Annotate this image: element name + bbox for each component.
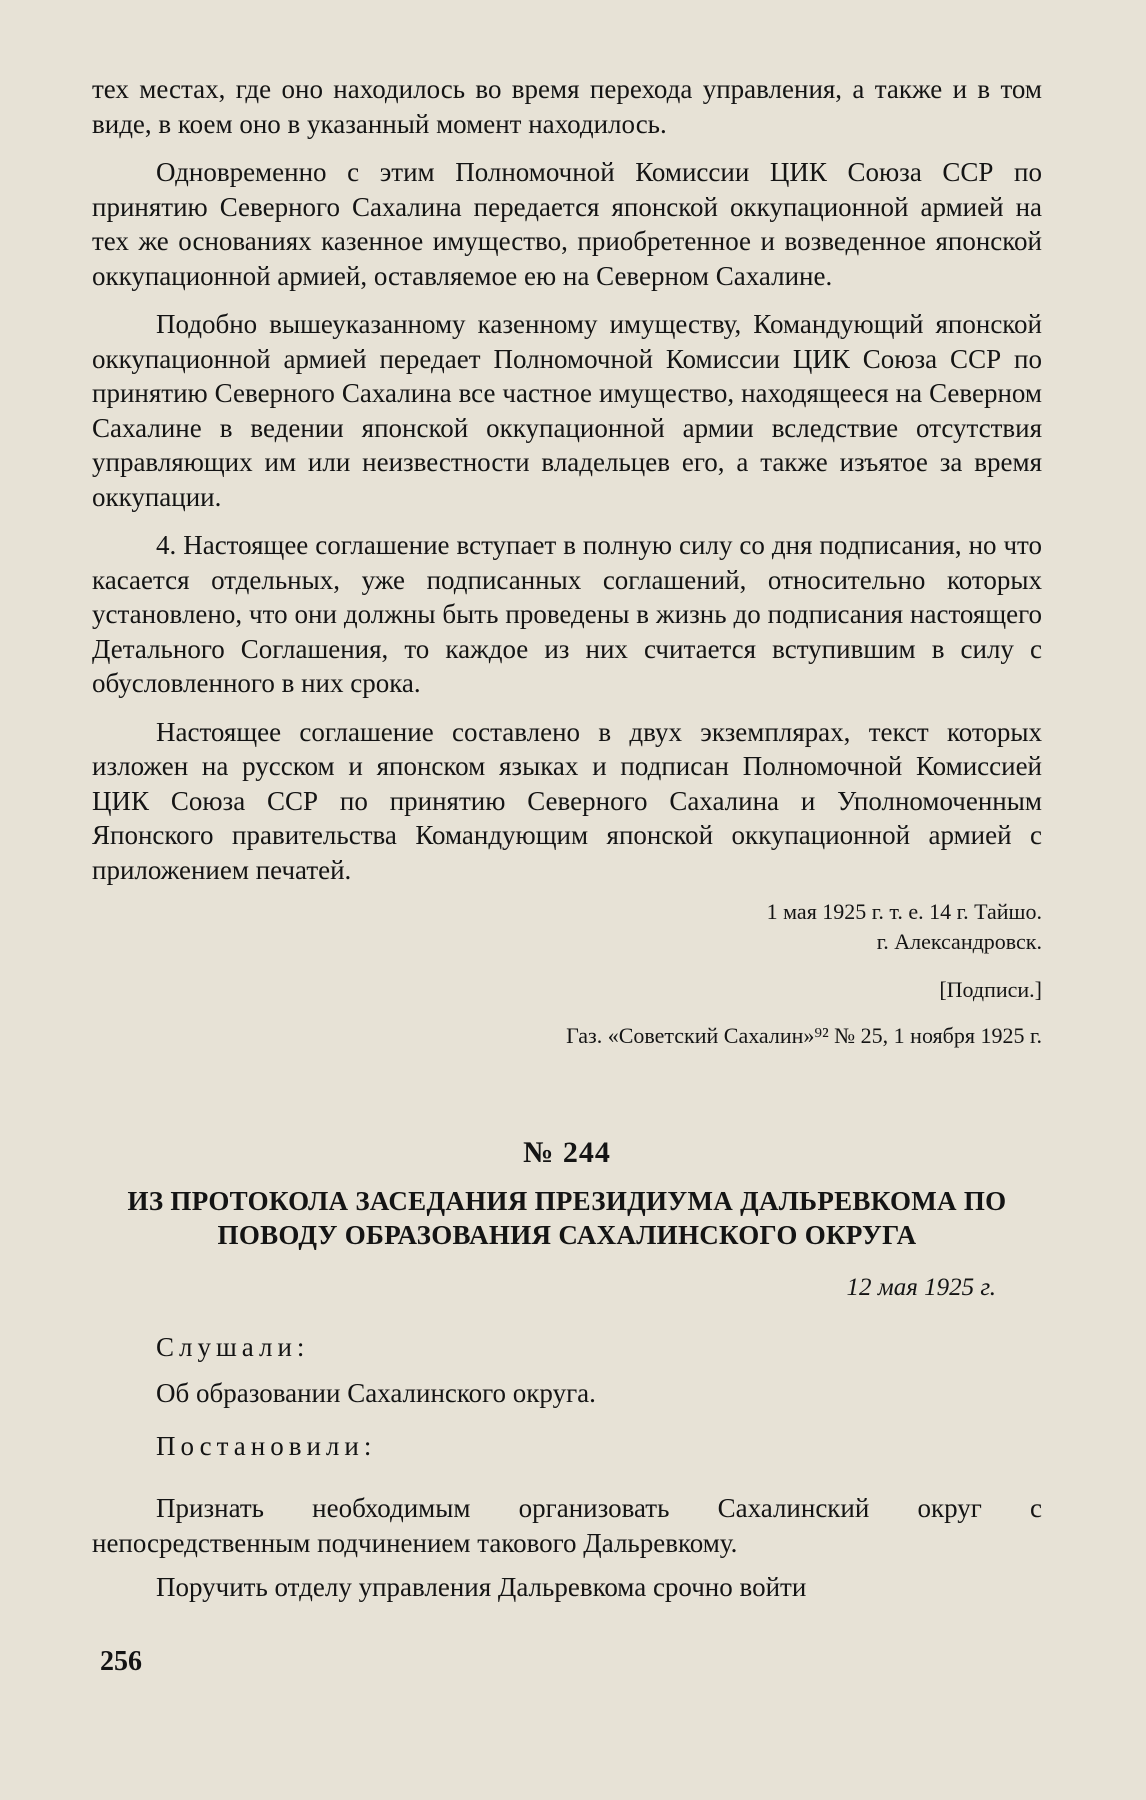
source-citation: Газ. «Советский Сахалин»⁹² № 25, 1 ноября 1925 г.	[566, 1023, 1042, 1048]
signature-block	[92, 897, 1042, 1054]
paragraph-1: тех местах, где оно находилось во время перехода управления, а также и в том виде, в коем оно в указанный момент находилось.	[92, 74, 1042, 139]
resolved-item-2: Поручить отделу управления Дальревкома срочно войти	[156, 1572, 807, 1602]
document-heading: ИЗ ПРОТОКОЛА ЗАСЕДАНИЯ ПРЕЗИДИУМА ДАЛЬРЕВКОМА ПО ПОВОДУ ОБРАЗОВАНИЯ САХАЛИНСКОГО ОКРУГА	[127, 1185, 1007, 1250]
document-date: 12 мая 1925 г.	[846, 1273, 996, 1301]
document-number: № 244	[523, 1135, 611, 1169]
paragraph-3: Подобно вышеуказанному казенному имуществу, Командующий японской оккупационной армией передает Полномочной Комиссии ЦИК Союза ССР по принятию Северного Сахалина все частное имущество, находящееся на Северном Сахалине в ведении японской оккупационной армии вследствие отсутствия управляющих им или неизвестности владельцев его, а также изъятое за время оккупации.	[92, 309, 1042, 512]
page-content	[92, 72, 1042, 1605]
paragraph-5: Настоящее соглашение составлено в двух экземплярах, текст которых изложен на русском и японском языках и подписан Полномочной Комиссией ЦИК Союза ССР по принятию Северного Сахалина и Уполномоченным Японского правительства Командующим японской оккупационной армией с приложением печатей.	[92, 716, 1042, 885]
date-line-2: г. Александровск.	[876, 929, 1042, 954]
date-line-1: 1 мая 1925 г. т. е. 14 г. Тайшо.	[766, 899, 1042, 924]
paragraph-4: 4. Настоящее соглашение вступает в полную силу со дня подписания, но что касается отдельных, уже подписанных соглашений, относительно которых установлено, что они должны быть проведены в жизнь до подписания настоящего Детального Соглашения, то каждое из них считается вступившим в силу с обусловленного в них срока.	[92, 530, 1042, 698]
resolved-label: Постановили:	[156, 1430, 377, 1461]
resolved-item-1: Признать необходимым организовать Сахалинский округ с непосредственным подчинением такового Дальревкому.	[92, 1493, 1042, 1558]
heard-label: Слушали:	[156, 1331, 310, 1362]
page-number: 256	[100, 1646, 142, 1677]
signatures-note: [Подписи.]	[939, 977, 1042, 1002]
heard-text: Об образовании Сахалинского округа.	[156, 1378, 596, 1408]
paragraph-2: Одновременно с этим Полномочной Комиссии ЦИК Союза ССР по принятию Северного Сахалина передается японской оккупационной армией на тех же основаниях казенное имущество, приобретенное и возведенное японской оккупационной армией, оставляемое ею на Северном Сахалине.	[92, 157, 1042, 291]
